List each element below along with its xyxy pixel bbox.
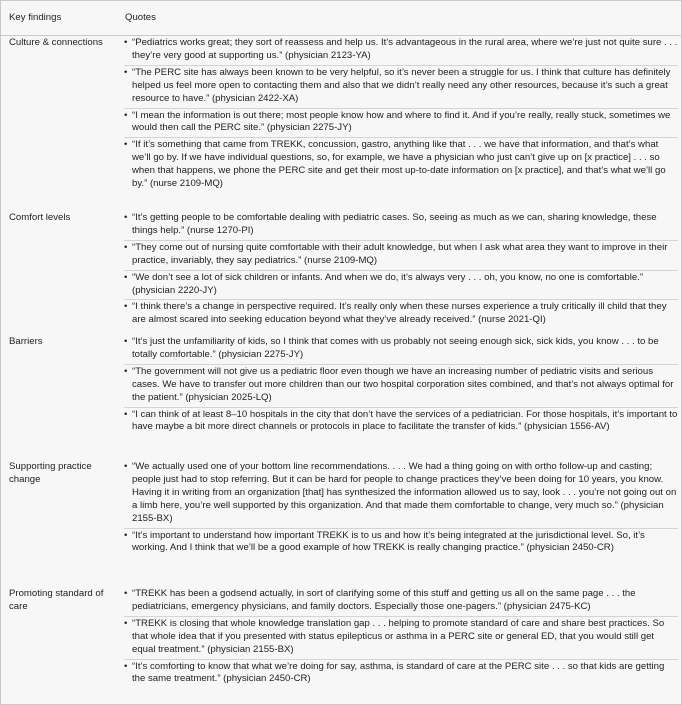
quote-item [124,366,678,408]
quote-list [124,212,678,330]
bullet-icon: • [124,529,128,541]
quote-list [124,461,678,558]
quote-item [124,588,678,617]
finding-label: Supporting practice change [9,461,92,485]
quote-text: “The PERC site has always been known to be very helpful, so it’s never been a struggle for us. I think that culture has definitely helped us feel more open to contacting them and also that we didn’t really need any other resources, because it’s such a great resource to have.” (physician 2422-XA) [132,66,671,104]
bullet-icon: • [124,365,128,377]
quote-text: “It’s getting people to be comfortable dealing with pediatric cases. So, seeing as much as we can, sharing knowledge, these things help.” (nurse 1270-PI) [132,212,657,236]
quote-item [124,336,678,365]
quote-text: “I mean the information is out there; most people know how and where to find it. And if you’re really, really stuck, sometimes we would then call the PERC site.” (physician 2275-JY) [132,109,671,134]
quote-item [124,242,678,271]
bullet-icon: • [124,139,128,151]
header-quotes: Quotes [125,12,156,23]
bullet-icon: • [124,66,128,78]
bullet-icon: • [124,617,128,629]
quote-text: “We don’t see a lot of sick children or infants. And when we do, it’s always very . . . oh, you know, no one is comfortable.” (physician 2220-JY) [132,271,644,296]
quote-text: “If it’s something that came from TREKK, concussion, gastro, anything like that . . . we have that information, and that’s what we’ll go by. If we have individual questions, so, for example, we have a physician who just can’t give up on [x practice] . . . so when that happens, we phone the PERC site and get their most up-to-date information on [x practice], and that’s what we’ll go by.” (nurse 2109-MQ) [132,139,666,190]
bullet-icon: • [124,336,128,347]
quote-item [124,67,678,109]
quote-text: “It’s important to understand how important TREKK is to us and how it’s being integrated at the jurisdictional level. So, it’s working. And I think that we’ll be a good example of how TREKK is really changing practice.” (physician 2450-CR) [132,529,645,554]
table-header [1,1,681,36]
bullet-icon: • [124,588,128,599]
finding-label: Barriers [9,336,43,347]
quote-item [124,409,678,437]
quote-item [124,618,678,660]
quote-text: “It’s comforting to know that what we’re doing for say, asthma, is standard of care at the PERC site . . . so that kids are getting the same treatment.” (physician 2450-CR) [132,660,665,685]
bullet-icon: • [124,212,128,223]
bullet-icon: • [124,241,128,253]
quote-text: “I think there’s a change in perspective required. It’s really only when these nurses experience a truly critically ill child that they are almost scared into seeking education beyond what they’ve already received.” (nurse 2021-QI) [132,301,667,326]
finding-label: Culture & connections [9,37,103,48]
quote-item [124,530,678,558]
quote-item [124,301,678,329]
bullet-icon: • [124,109,128,121]
quote-text: “Pediatrics works great; they sort of reassess and help us. It’s advantageous in the rural area, where we’re just not quite sure . . . they’re very good at supporting us.” (physician 2123-YA) [132,37,678,61]
quote-list [124,37,678,194]
quote-text: “We actually used one of your bottom line recommendations. . . . We had a thing going on with ortho follow-up and casting; people just had to stop referring. But it can be hard for people to change practices they’ve been doing for 10 years, you know. Having it in writing from an organization [that] has synthesized the information allowed us to say, look . . . you’re not going out on a limb here, you’re well supported by this organization. And that made them comfortable to change, very much so.” (physician 2155-BX) [132,461,677,524]
bullet-icon: • [124,408,128,420]
quote-item [124,212,678,241]
quote-list [124,336,678,437]
quote-item [124,461,678,529]
bullet-icon: • [124,37,128,48]
quote-item [124,661,678,689]
header-key-findings: Key findings [9,12,62,23]
quote-item [124,272,678,301]
quote-item [124,139,678,193]
bullet-icon: • [124,301,128,313]
quote-text: “I can think of at least 8–10 hospitals in the city that don’t have the services of a pediatrician. For those hospitals, it’s important to have maybe a bit more direct channels or protocols in place to facilitate the transfer of kids.” (physician 1556-AV) [132,408,678,433]
quote-text: “TREKK has been a godsend actually, in sort of clarifying some of this stuff and getting us all on the same page . . . the pediatricians, emergency physicians, and family doctors. Especially those one-pagers.” (physician 2475-KC) [132,588,636,612]
finding-label: Promoting standard of care [9,588,104,612]
quote-text: “It’s just the unfamiliarity of kids, so I think that comes with us probably not seeing enough sick, sick kids, you know . . . to be totally comfortable.” (physician 2275-JY) [132,336,659,360]
quote-text: “The government will not give us a pediatric floor even though we have an increasing number of pediatric visits and serious cases. We have to transfer out more children than our two hospital corporation sites combined, and that’s not always optimal for the patient.” (physician 2025-LQ) [132,365,674,403]
quote-text: “TREKK is closing that whole knowledge translation gap . . . helping to promote standard of care and share best practices. So that whole idea that if you presented with status epilepticus or asthma in a PERC site or general ED, that you would still get equal treatment.” (physician 2155-BX) [132,617,665,655]
finding-label: Comfort levels [9,212,71,223]
quote-list [124,588,678,689]
quote-item [124,37,678,66]
bullet-icon: • [124,660,128,672]
quote-item [124,110,678,139]
bullet-icon: • [124,271,128,283]
quote-text: “They come out of nursing quite comfortable with their adult knowledge, but when I ask what area they want to improve in their practice, invariably, they say pediatrics.” (nurse 2109-MQ) [132,241,668,266]
bullet-icon: • [124,461,128,472]
